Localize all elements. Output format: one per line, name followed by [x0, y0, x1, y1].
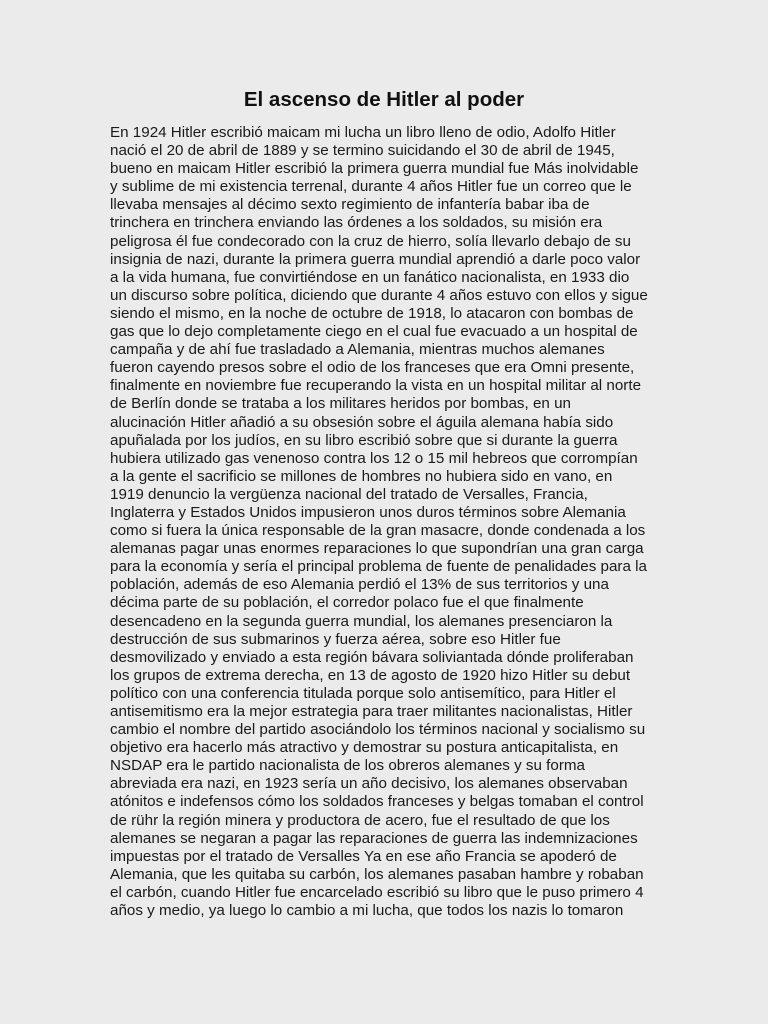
document-body	[110, 124, 670, 920]
paragraph-line: 1919 denuncio la vergüenza nacional del tratado de Versalles, Francia,	[110, 485, 588, 503]
paragraph-line: siendo el mismo, en la noche de octubre de 1918, lo atacaron con bombas de	[110, 304, 634, 322]
paragraph-line: nació el 20 de abril de 1889 y se termino suicidando el 30 de abril de 1945,	[110, 142, 615, 160]
paragraph-line: llevaba mensajes al décimo sexto regimiento de infantería babar iba de	[110, 196, 590, 214]
paragraph-line: peligrosa él fue condecorado con la cruz de hierro, solía llevarlo debajo de su	[110, 232, 631, 250]
paragraph-line: objetivo era hacerlo más atractivo y demostrar su postura anticapitalista, en	[110, 739, 619, 757]
paragraph-line: gas que lo dejo completamente ciego en el cual fue evacuado a un hospital de	[110, 323, 638, 341]
paragraph-line: impuestas por el tratado de Versalles Ya en ese año Francia se apoderó de	[110, 847, 617, 865]
paragraph-line: Inglaterra y Estados Unidos impusieron unos duros términos sobre Alemania	[110, 503, 626, 521]
paragraph-line: NSDAP era le partido nacionalista de los obreros alemanes y su forma	[110, 757, 585, 775]
paragraph-line: hubiera utilizado gas venenoso contra los 12 o 15 mil hebreos que corrompían	[110, 449, 638, 467]
paragraph-line: a la gente el sacrificio se millones de hombres no hubiera sido en vano, en	[110, 467, 613, 485]
paragraph-line: un discurso sobre política, diciendo que durante 4 años estuvo con ellos y sigue	[110, 286, 648, 304]
paragraph-line: bueno en maicam Hitler escribió la primera guerra mundial fue Más inolvidable	[110, 160, 639, 178]
paragraph-line: fueron cayendo presos sobre el odio de los franceses que era Omni presente,	[110, 359, 635, 377]
document-title: El ascenso de Hitler al poder	[243, 88, 525, 111]
paragraph-line: a la vida humana, fue convirtiéndose en un fanático nacionalista, en 1933 dio	[110, 268, 630, 286]
paragraph-line: de Berlín donde se trataba a los militares heridos por bombas, en un	[110, 395, 571, 413]
paragraph-line: alucinación Hitler añadió a su obsesión sobre el águila alemana había sido	[110, 413, 614, 431]
paragraph-line: apuñalada por los judíos, en su libro escribió sobre que si durante la guerra	[110, 431, 618, 449]
paragraph-line: como si fuera la única responsable de la gran masacre, donde condenada a los	[110, 522, 646, 540]
paragraph-line: antisemitismo era la mejor estrategia para traer militantes nacionalistas, Hitler	[110, 703, 633, 720]
paragraph-line: campaña y de ahí fue trasladado a Alemania, mientras muchos alemanes	[110, 341, 605, 359]
paragraph-line: insignia de nazi, durante la primera guerra mundial aprendió a darle poco valor	[110, 250, 641, 268]
paragraph-line: los grupos de extrema derecha, en 13 de agosto de 1920 hizo Hitler su debut	[110, 666, 631, 684]
paragraph-line: abreviada era nazi, en 1923 sería un año decisivo, los alemanes observaban	[110, 775, 628, 793]
paragraph-line: alemanes se negaran a pagar las reparaciones de guerra las indemnizaciones	[110, 829, 638, 847]
paragraph-line: años y medio, ya luego lo cambio a mi lucha, que todos los nazis lo tomaron	[110, 902, 624, 920]
paragraph-line: político con una conferencia titulada porque solo antisemítico, para Hitler el	[110, 684, 616, 702]
paragraph-line: décima parte de su población, el corredor polaco fue el que finalmente	[110, 594, 584, 612]
paragraph-line: alemanas pagar unas enormes reparaciones lo que supondrían una gran carga	[110, 540, 644, 558]
paragraph-line: Alemania, que les quitaba su carbón, los alemanes pasaban hambre y robaban	[110, 865, 644, 883]
paragraph-line: En 1924 Hitler escribió maicam mi lucha un libro lleno de odio, Adolfo Hitler	[110, 124, 616, 141]
paragraph-line: el carbón, cuando Hitler fue encarcelado escribió su libro que le puso primero 4	[110, 883, 644, 901]
paragraph-line: población, además de eso Alemania perdió el 13% de sus territorios y una	[110, 576, 609, 594]
paragraph-line: desencadeno en la segunda guerra mundial, los alemanes presenciaron la	[110, 612, 613, 630]
paragraph-line: de rühr la región minera y productora de acero, fue el resultado de que los	[110, 811, 610, 829]
paragraph-line: trinchera en trinchera enviando las órdenes a los soldados, su misión era	[110, 214, 603, 232]
paragraph-line: cambio el nombre del partido asociándolo los términos nacional y socialismo su	[110, 721, 646, 739]
paragraph-line: destrucción de sus submarinos y fuerza aérea, sobre eso Hitler fue	[110, 630, 561, 648]
paragraph-line: atónitos e indefensos cómo los soldados franceses y belgas tomaban el control	[110, 793, 644, 811]
paragraph-line: desmovilizado y enviado a esta región bávara soliviantada dónde proliferaban	[110, 648, 634, 666]
paragraph-line: para la economía y sería el principal problema de fuente de penalidades para la	[110, 558, 647, 576]
paragraph-line: finalmente en noviembre fue recuperando la vista en un hospital militar al norte	[110, 377, 642, 395]
paragraph-line: y sublime de mi existencia terrenal, durante 4 años Hitler fue un correo que le	[110, 178, 632, 196]
